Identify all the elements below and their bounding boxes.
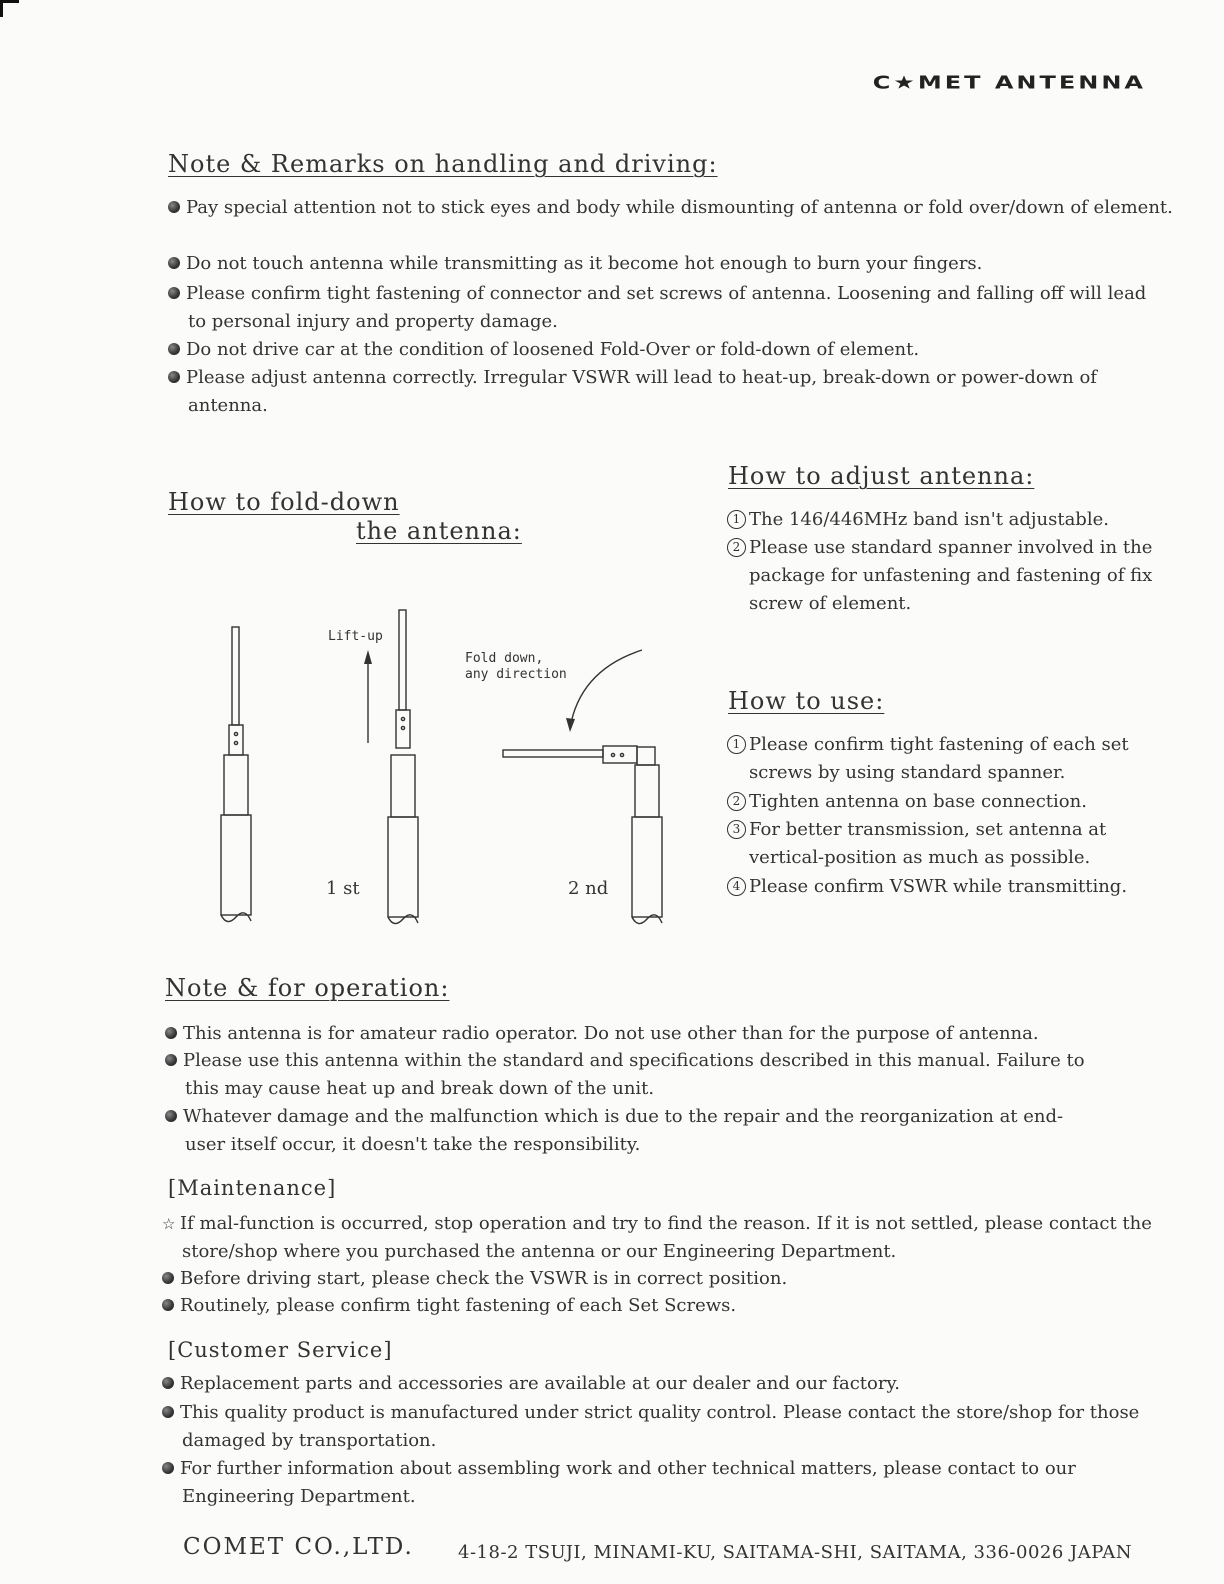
use-item-3: 3 For better transmission, set antenna at vertical-position as much as possible. <box>727 816 1169 872</box>
bullet-icon <box>168 257 180 269</box>
bullet-icon <box>168 287 180 299</box>
use-item-2: 2 Tighten antenna on base connection. <box>727 788 1169 816</box>
adjust-heading: How to adjust antenna: <box>728 462 1035 490</box>
bullet-icon <box>162 1406 174 1418</box>
company-name: COMET CO.,LTD. <box>183 1534 414 1560</box>
bullet-icon <box>162 1462 174 1474</box>
handling-item-3: Please confirm tight fastening of connector and set screws of antenna. Loosening and falling off will lead to personal injury and property damage. <box>168 280 1163 336</box>
maintenance-item-1: ☆ If mal-function is occurred, stop operation and try to find the reason. If it is not settled, please contact the store/shop where you purchased the antenna or our Engineering Department. <box>162 1210 1172 1266</box>
step-1-label: 1 st <box>326 878 360 899</box>
operation-item-3: Whatever damage and the malfunction which is due to the repair and the reorganization at end-user itself occur, it doesn't take the responsibility. <box>165 1103 1095 1159</box>
use-item-1: 1 Please confirm tight fastening of each set screws by using standard spanner. <box>727 731 1169 787</box>
fold-down-label-line1: Fold down, <box>465 651 544 666</box>
handling-item-4: Do not drive car at the condition of loosened Fold-Over or fold-down of element. <box>168 336 1178 364</box>
bullet-icon <box>162 1272 174 1284</box>
bullet-icon <box>162 1299 174 1311</box>
bullet-icon <box>165 1054 177 1066</box>
comet-antenna-logo: C★MET ANTENNA <box>872 72 1146 93</box>
step-2-label: 2 nd <box>568 878 609 899</box>
maintenance-heading: [Maintenance] <box>168 1176 337 1200</box>
bullet-icon <box>168 343 180 355</box>
fold-arrowhead <box>566 718 575 732</box>
customer-service-item-1: Replacement parts and accessories are available at our dealer and our factory. <box>162 1370 1172 1398</box>
handling-heading <box>168 150 718 178</box>
bullet-icon <box>168 201 180 213</box>
fold-heading-line2: the antenna: <box>356 517 522 545</box>
bullet-icon <box>165 1110 177 1122</box>
bullet-icon <box>168 371 180 383</box>
page-corner-mark <box>0 0 19 17</box>
operation-item-2: Please use this antenna within the standard and specifications described in this manual. Failure to this may cause heat up and break down of the unit. <box>165 1047 1095 1103</box>
bullet-icon <box>165 1027 177 1039</box>
handling-item-2: Do not touch antenna while transmitting as it become hot enough to burn your fingers. <box>168 250 1178 278</box>
fold-down-label-line2: any direction <box>465 667 567 682</box>
lift-up-label: Lift-up <box>328 629 383 644</box>
bullet-icon <box>162 1377 174 1389</box>
operation-heading: Note & for operation: <box>165 974 450 1002</box>
adjust-item-1: 1 The 146/446MHz band isn't adjustable. <box>727 506 1189 534</box>
use-heading: How to use: <box>728 687 885 715</box>
antenna-lifted-illustration <box>388 610 418 924</box>
lift-up-arrowhead <box>364 650 372 664</box>
customer-service-item-3: For further information about assembling work and other technical matters, please contact to our Engineering Department. <box>162 1455 1142 1511</box>
maintenance-item-2: Before driving start, please check the VSWR is in correct position. <box>162 1265 1172 1293</box>
fold-heading-line1: How to fold-down <box>168 488 400 516</box>
use-item-4: 4 Please confirm VSWR while transmitting. <box>727 873 1189 901</box>
handling-item-1: Pay special attention not to stick eyes and body while dismounting of antenna or fold over/down of element. <box>168 194 1178 222</box>
maintenance-item-3: Routinely, please confirm tight fastening of each Set Screws. <box>162 1292 1172 1320</box>
customer-service-heading: [Customer Service] <box>168 1338 393 1362</box>
fold-down-arrow <box>570 650 642 728</box>
antenna-upright-illustration <box>221 627 251 922</box>
handling-title: Note & Remarks on handling and driving: <box>168 150 718 178</box>
handling-item-5: Please adjust antenna correctly. Irregular VSWR will lead to heat-up, break-down or power-down of antenna. <box>168 364 1173 420</box>
company-address: 4-18-2 TSUJI, MINAMI-KU, SAITAMA-SHI, SAITAMA, 336-0026 JAPAN <box>458 1542 1132 1563</box>
operation-item-1: This antenna is for amateur radio operator. Do not use other than for the purpose of antenna. <box>165 1020 1175 1048</box>
adjust-item-2: 2 Please use standard spanner involved in the package for unfastening and fastening of fix screw of element. <box>727 534 1189 618</box>
customer-service-item-2: This quality product is manufactured under strict quality control. Please contact the store/shop for those damaged by transportation. <box>162 1399 1167 1455</box>
star-bullet-icon: ☆ <box>162 1215 176 1233</box>
